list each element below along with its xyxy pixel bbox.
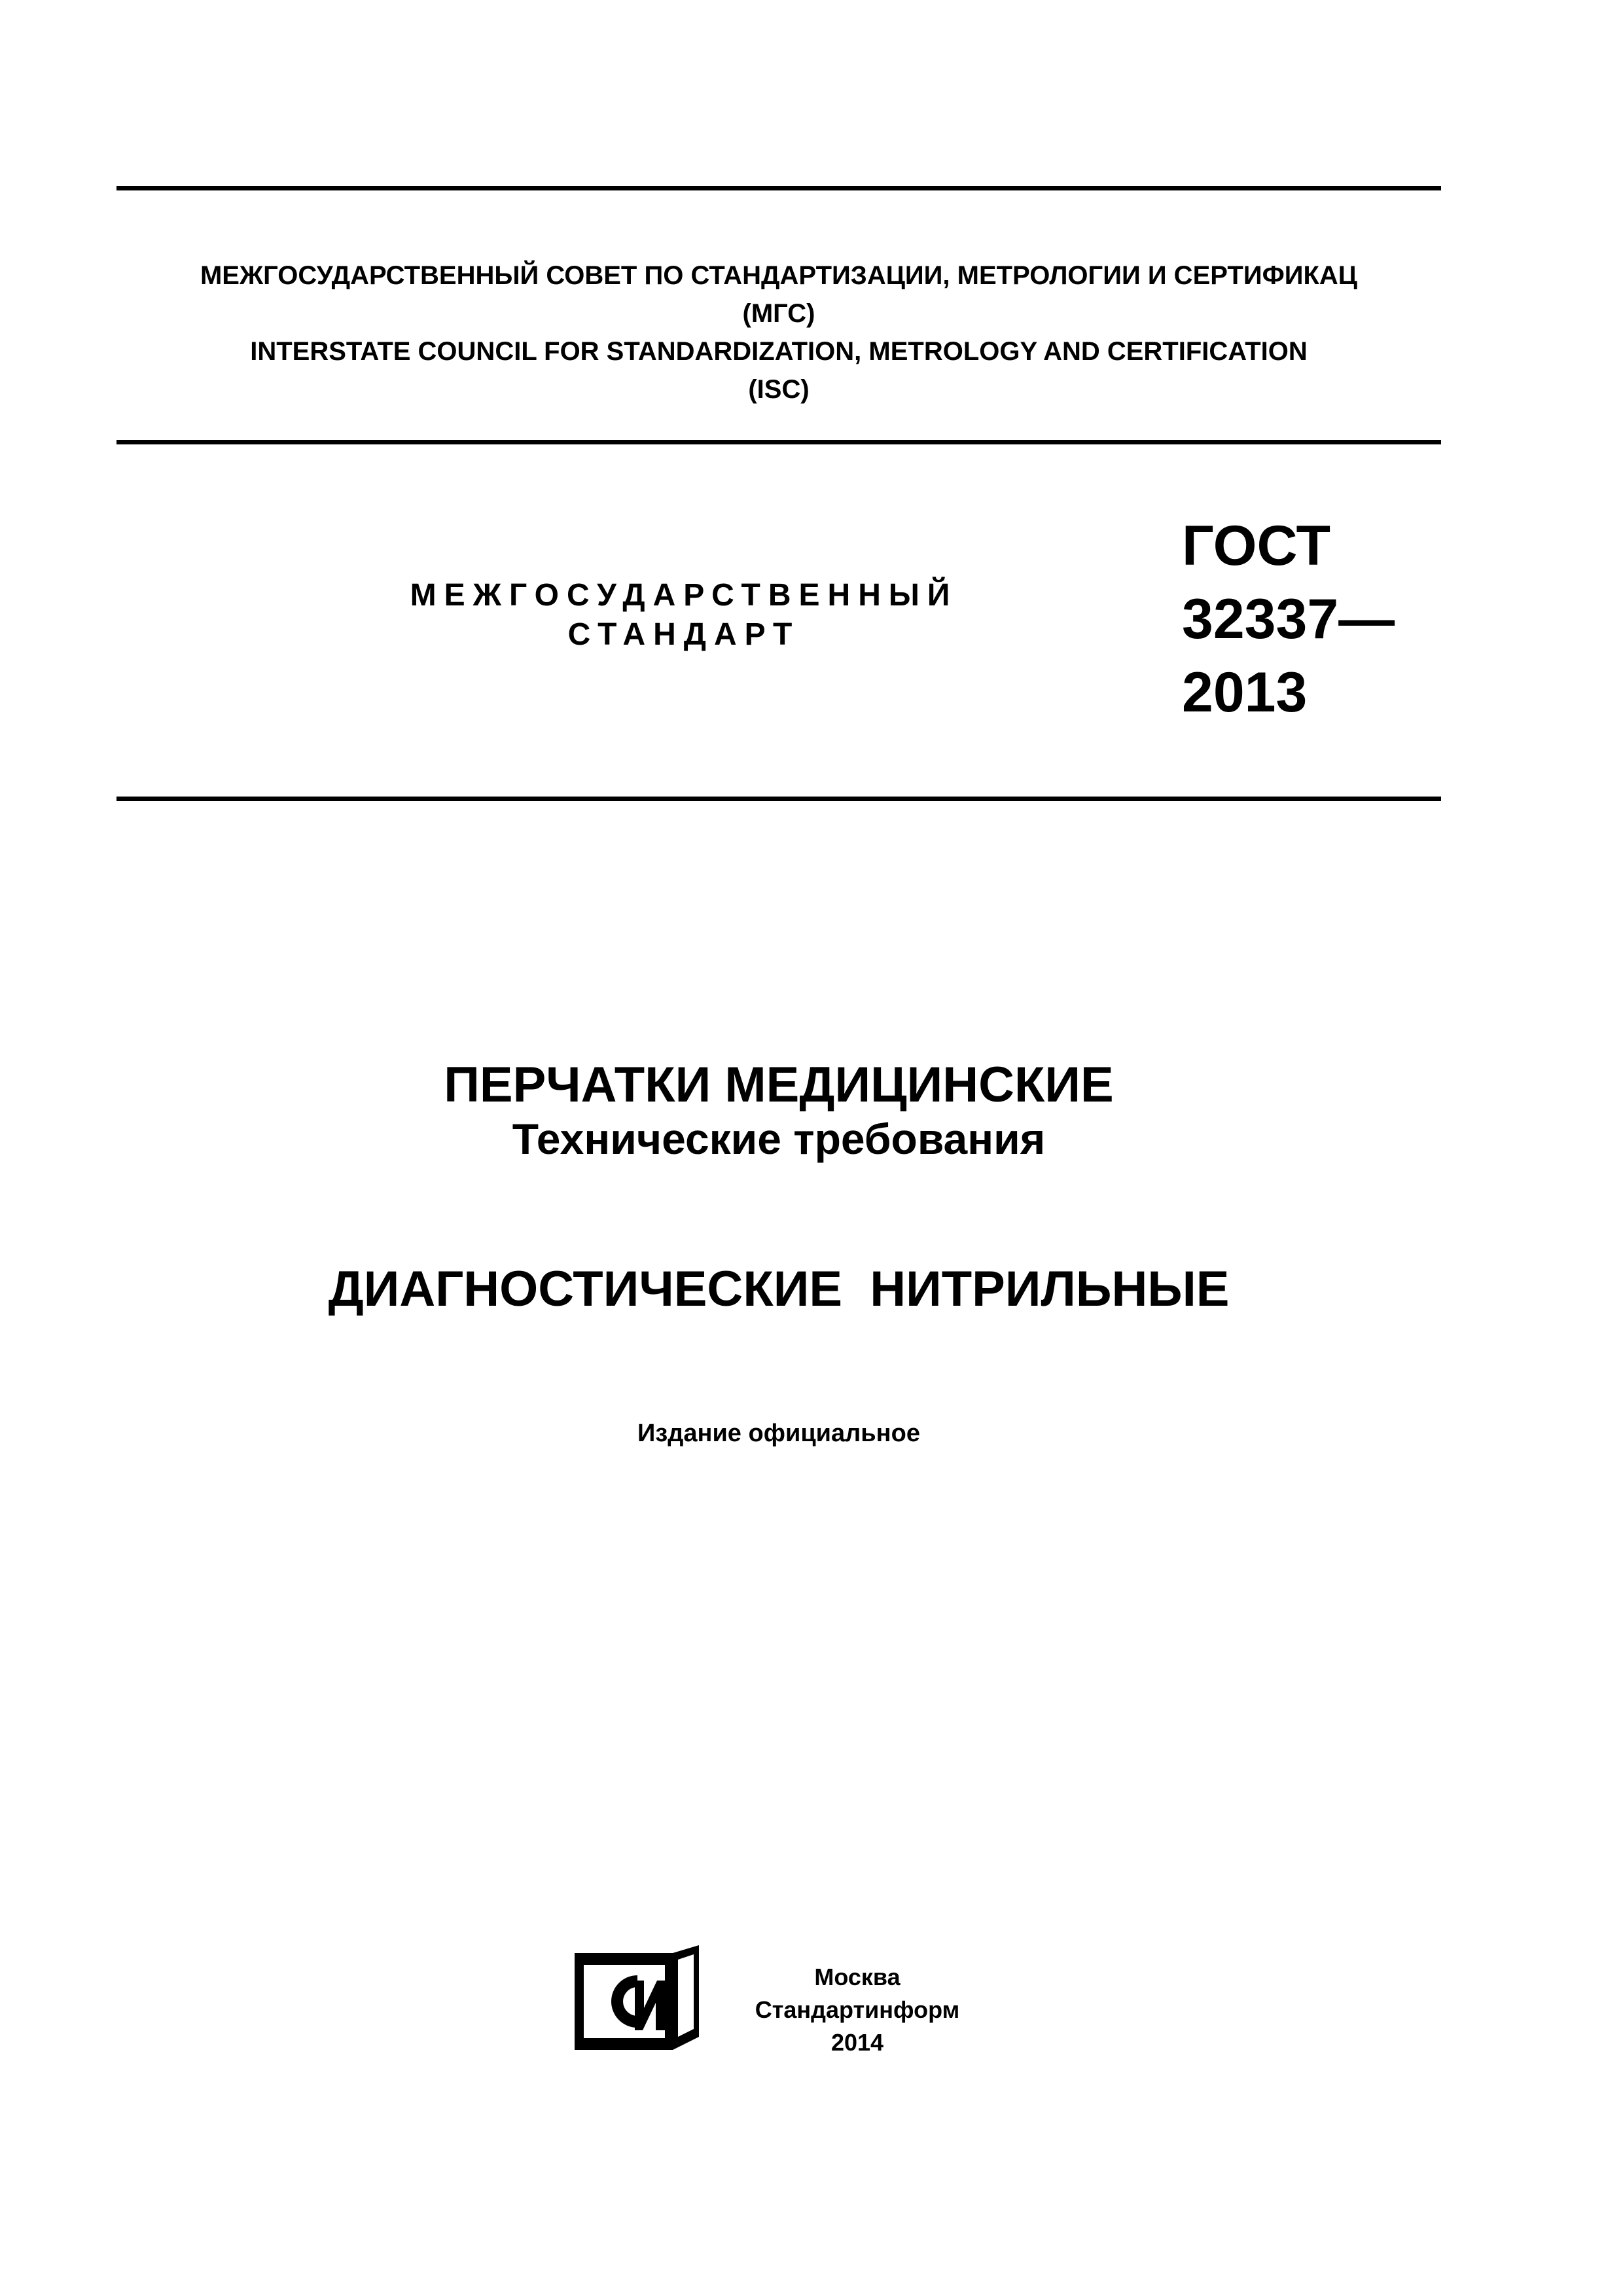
standard-kind bbox=[327, 576, 1041, 655]
top-rule bbox=[116, 186, 1441, 190]
section-rule bbox=[116, 797, 1441, 801]
standard-kind-line2: СТАНДАРТ bbox=[567, 617, 800, 652]
edition-label: Издание официальное bbox=[637, 1420, 920, 1447]
council-name-en: INTERSTATE COUNCIL FOR STANDARDIZATION, METROLOGY AND CERTIFICATION bbox=[250, 337, 1308, 366]
publisher-name: Стандартинформ bbox=[755, 1996, 960, 2023]
standard-code-number: 32337— bbox=[1182, 588, 1395, 651]
publisher-city: Москва bbox=[814, 1964, 901, 1990]
publisher-year: 2014 bbox=[830, 2029, 884, 2056]
document-subtitle: Технические требования bbox=[512, 1115, 1046, 1163]
document-title-line2: ДИАГНОСТИЧЕСКИЕ НИТРИЛЬНЫЕ bbox=[328, 1261, 1230, 1317]
standard-kind-line1: МЕЖГОСУДАРСТВЕННЫЙ bbox=[410, 578, 958, 613]
standard-code bbox=[1182, 509, 1395, 729]
standard-code-year: 2013 bbox=[1182, 661, 1308, 724]
council-name-ru: МЕЖГОСУДАРСТВЕННЫЙ СОВЕТ ПО СТАНДАРТИЗАЦИИ, МЕТРОЛОГИИ И СЕРТИФИКАЦ bbox=[200, 261, 1357, 290]
council-abbr-ru: (МГС) bbox=[742, 299, 815, 328]
header-rule bbox=[116, 440, 1441, 444]
standard-code-prefix: ГОСТ bbox=[1182, 514, 1331, 577]
council-abbr-en: (ISC) bbox=[748, 375, 810, 404]
publisher-info bbox=[720, 1961, 995, 2059]
document-title-line1: ПЕРЧАТКИ МЕДИЦИНСКИЕ bbox=[444, 1057, 1114, 1113]
council-header bbox=[116, 257, 1441, 408]
standartinform-logo bbox=[575, 1945, 699, 2050]
